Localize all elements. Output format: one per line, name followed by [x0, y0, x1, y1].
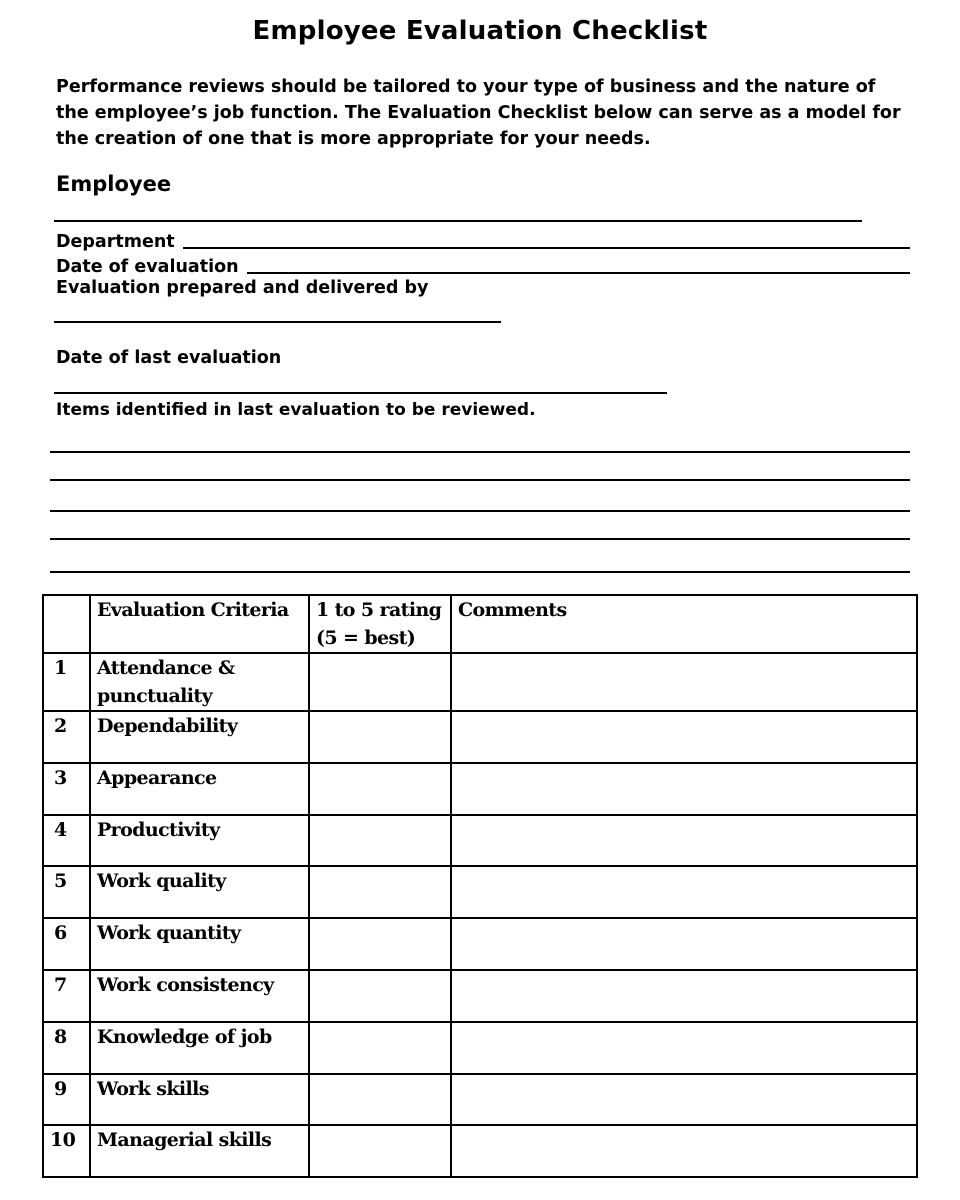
comments-cell[interactable] — [451, 970, 917, 1022]
items-line-1[interactable] — [50, 451, 910, 453]
items-line-2[interactable] — [50, 479, 910, 481]
table-row — [43, 1022, 917, 1074]
date-of-evaluation-line[interactable] — [247, 272, 910, 274]
department-line[interactable] — [183, 247, 910, 249]
employee-line[interactable] — [54, 220, 862, 222]
row-number: 8 — [43, 1022, 90, 1074]
row-number: 1 — [43, 653, 90, 711]
comments-cell[interactable] — [451, 711, 917, 763]
row-criteria: Productivity — [90, 815, 309, 867]
header-rating: 1 to 5 rating (5 = best) — [309, 595, 451, 653]
items-line-4[interactable] — [50, 538, 910, 540]
header-number — [43, 595, 90, 653]
comments-cell[interactable] — [451, 866, 917, 918]
evaluation-table — [42, 594, 918, 1178]
comments-cell[interactable] — [451, 763, 917, 815]
comments-cell[interactable] — [451, 918, 917, 970]
table-row — [43, 866, 917, 918]
table-row — [43, 1074, 917, 1126]
comments-cell[interactable] — [451, 653, 917, 711]
table-row — [43, 970, 917, 1022]
table-row — [43, 653, 917, 711]
row-number: 7 — [43, 970, 90, 1022]
row-number: 6 — [43, 918, 90, 970]
header-criteria: Evaluation Criteria — [90, 595, 309, 653]
date-last-evaluation-line[interactable] — [54, 392, 667, 394]
row-criteria: Work skills — [90, 1074, 309, 1126]
row-number: 5 — [43, 866, 90, 918]
row-criteria: Dependability — [90, 711, 309, 763]
row-criteria: Appearance — [90, 763, 309, 815]
header-comments: Comments — [451, 595, 917, 653]
comments-cell[interactable] — [451, 815, 917, 867]
department-field — [56, 230, 910, 252]
row-number: 4 — [43, 815, 90, 867]
items-identified-label: Items identified in last evaluation to be reviewed. — [56, 400, 536, 420]
rating-cell[interactable] — [309, 866, 451, 918]
comments-cell[interactable] — [451, 1022, 917, 1074]
rating-cell[interactable] — [309, 1074, 451, 1126]
table-row — [43, 711, 917, 763]
rating-cell[interactable] — [309, 918, 451, 970]
table-row — [43, 918, 917, 970]
rating-cell[interactable] — [309, 970, 451, 1022]
prepared-by-line[interactable] — [54, 321, 501, 323]
rating-cell[interactable] — [309, 1022, 451, 1074]
row-number: 9 — [43, 1074, 90, 1126]
comments-cell[interactable] — [451, 1074, 917, 1126]
rating-cell[interactable] — [309, 653, 451, 711]
row-criteria: Managerial skills — [90, 1125, 309, 1177]
intro-paragraph: Performance reviews should be tailored to your type of business and the nature of the employee’s job function. The Evaluation Checklist below can serve as a model for the creation of one that is more appropriate for your needs. — [56, 77, 901, 149]
rating-cell[interactable] — [309, 763, 451, 815]
employee-label: Employee — [56, 172, 172, 196]
row-criteria: Work quantity — [90, 918, 309, 970]
prepared-by-label: Evaluation prepared and delivered by — [56, 278, 429, 298]
table-header-row — [43, 595, 917, 653]
items-line-3[interactable] — [50, 510, 910, 512]
table-row — [43, 763, 917, 815]
rating-cell[interactable] — [309, 815, 451, 867]
row-number: 10 — [43, 1125, 90, 1177]
row-criteria: Work consistency — [90, 970, 309, 1022]
date-last-evaluation-label: Date of last evaluation — [56, 348, 282, 368]
date-of-evaluation-field — [56, 255, 910, 277]
page-title: Employee Evaluation Checklist — [252, 16, 708, 46]
rating-cell[interactable] — [309, 1125, 451, 1177]
row-number: 2 — [43, 711, 90, 763]
row-criteria: Attendance & punctuality — [90, 653, 309, 711]
comments-cell[interactable] — [451, 1125, 917, 1177]
row-criteria: Knowledge of job — [90, 1022, 309, 1074]
items-line-5[interactable] — [50, 571, 910, 573]
rating-cell[interactable] — [309, 711, 451, 763]
row-number: 3 — [43, 763, 90, 815]
row-criteria: Work quality — [90, 866, 309, 918]
table-row — [43, 815, 917, 867]
table-row — [43, 1125, 917, 1177]
date-of-evaluation-label: Date of evaluation — [56, 257, 239, 277]
department-label: Department — [56, 232, 175, 252]
